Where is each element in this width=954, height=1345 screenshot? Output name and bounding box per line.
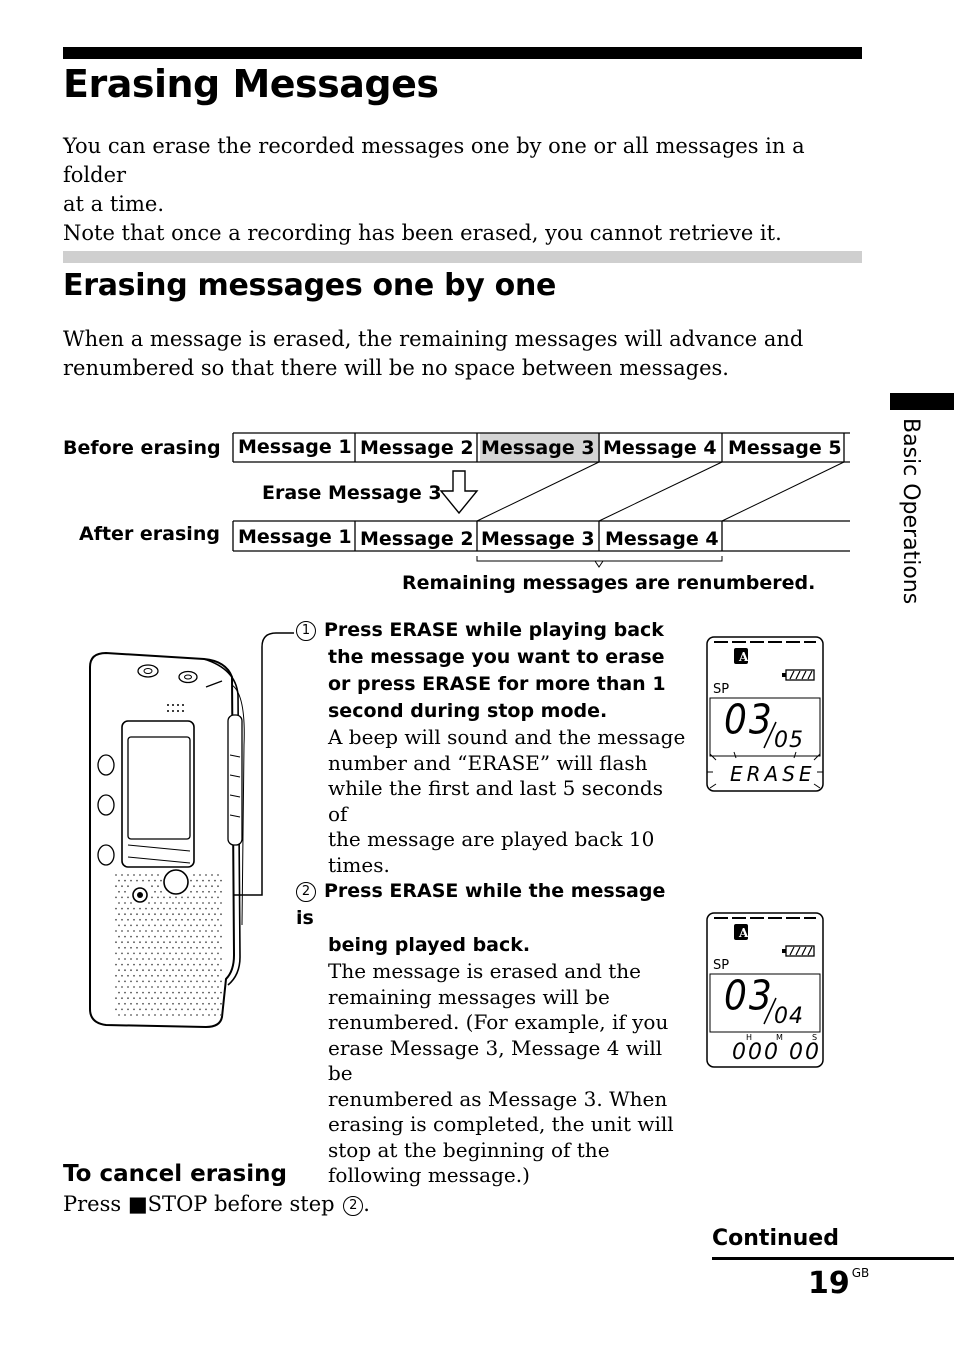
mode-label: SP <box>713 682 730 697</box>
cancel-text: Press <box>63 1192 128 1216</box>
before-cell: Message 1 <box>238 436 352 458</box>
intro-line: You can erase the recorded messages one by one or all messages in a folder <box>63 134 805 187</box>
elapsed-time: 000 00 <box>732 1040 821 1065</box>
after-cell: Message 2 <box>360 528 474 550</box>
before-cell: Message 5 <box>728 437 842 459</box>
stop-icon: ■ <box>127 1192 148 1216</box>
step-1-number-icon: 1 <box>296 621 316 641</box>
step-2-number-icon: 2 <box>296 882 316 902</box>
after-cell: Message 1 <box>238 526 352 548</box>
step-2-heading-line: being played back. <box>328 934 531 956</box>
step-1-heading-line: second during stop mode. <box>328 700 608 722</box>
step-1-body-line: the message are played back 10 <box>328 827 655 851</box>
message-number: 03 <box>724 972 774 1021</box>
after-cell: Message 4 <box>605 528 719 550</box>
cancel-text: . <box>363 1192 370 1216</box>
after-erasing-label: After erasing <box>79 523 220 545</box>
step-1-body-line: times. <box>328 852 390 877</box>
step-2-body <box>296 959 686 1189</box>
hours-unit: H <box>746 1033 753 1042</box>
page-title: Erasing Messages <box>63 62 439 106</box>
step-1-body-line: number and “ERASE” will flash <box>328 750 648 775</box>
erase-message-label: Erase Message 3 <box>262 482 442 504</box>
step-1-heading-line: or press ERASE for more than 1 <box>328 673 666 695</box>
folder-a-icon: A <box>739 926 749 940</box>
section-rule <box>63 251 862 263</box>
renumber-caption: Remaining messages are renumbered. <box>402 572 816 594</box>
lcd-display-erase <box>706 636 824 792</box>
intro-line: Note that once a recording has been erased, you cannot retrieve it. <box>63 221 782 245</box>
mode-label: SP <box>713 958 730 973</box>
before-cell-highlighted: Message 3 <box>481 437 595 459</box>
minutes-unit: M <box>776 1033 783 1042</box>
step-1-heading-line: the message you want to erase <box>328 646 665 668</box>
lcd-display-stopped <box>706 912 824 1068</box>
page-suffix: GB <box>851 1266 870 1280</box>
step-2 <box>296 878 686 1189</box>
step-2-body-line: erasing is completed, the unit will <box>328 1112 674 1136</box>
folder-a-icon: A <box>739 650 749 664</box>
step-1 <box>296 617 686 878</box>
message-total: 05 <box>774 728 804 753</box>
cancel-heading: To cancel erasing <box>63 1161 287 1187</box>
page-number-value: 19 <box>808 1266 850 1301</box>
step-2-body-line: renumbered. (For example, if you <box>328 1010 669 1034</box>
step-2-body-line: erase Message 3, Message 4 will be <box>328 1035 663 1085</box>
message-number: 03 <box>724 696 774 745</box>
message-total: 04 <box>774 1004 804 1029</box>
seconds-unit: S <box>812 1033 818 1042</box>
step-1-heading-line: Press ERASE while playing back <box>324 619 664 641</box>
continued-rule <box>712 1257 954 1260</box>
page-number <box>808 1266 869 1301</box>
step-2-body-line: renumbered as Message 3. When <box>328 1086 668 1111</box>
section-line: When a message is erased, the remaining messages will advance and <box>63 327 804 351</box>
title-rule <box>63 47 862 59</box>
side-tab-label: Basic Operations <box>898 418 923 605</box>
after-cell: Message 3 <box>481 528 595 550</box>
intro-paragraph <box>63 132 863 248</box>
voice-recorder-illustration <box>76 625 301 1035</box>
step-1-body-line: A beep will sound and the message <box>328 725 686 749</box>
step-1-body-line: while the first and last 5 seconds of <box>328 776 663 826</box>
erase-status: ERASE <box>730 762 816 786</box>
step-1-heading <box>296 617 686 725</box>
step-2-body-line: following message.) <box>328 1163 530 1187</box>
step-ref-icon: 2 <box>343 1196 363 1216</box>
section-line: renumbered so that there will be no space between messages. <box>63 356 729 380</box>
step-2-body-line: stop at the beginning of the <box>328 1137 610 1162</box>
step-2-heading-line: Press ERASE while the message is <box>296 880 666 929</box>
step-2-body-line: The message is erased and the <box>328 959 641 983</box>
step-2-heading <box>296 878 686 959</box>
intro-line: at a time. <box>63 192 165 216</box>
before-erasing-label: Before erasing <box>63 437 221 459</box>
before-cell: Message 2 <box>360 437 474 459</box>
cancel-text: STOP before step <box>147 1192 342 1216</box>
side-tab-marker <box>890 393 954 410</box>
cancel-instruction <box>63 1192 370 1216</box>
step-2-body-line: remaining messages will be <box>328 984 610 1009</box>
step-1-body <box>296 725 686 878</box>
before-cell: Message 4 <box>603 437 717 459</box>
section-paragraph <box>63 325 863 383</box>
continued-label: Continued <box>712 1226 839 1251</box>
section-title: Erasing messages one by one <box>63 268 557 303</box>
